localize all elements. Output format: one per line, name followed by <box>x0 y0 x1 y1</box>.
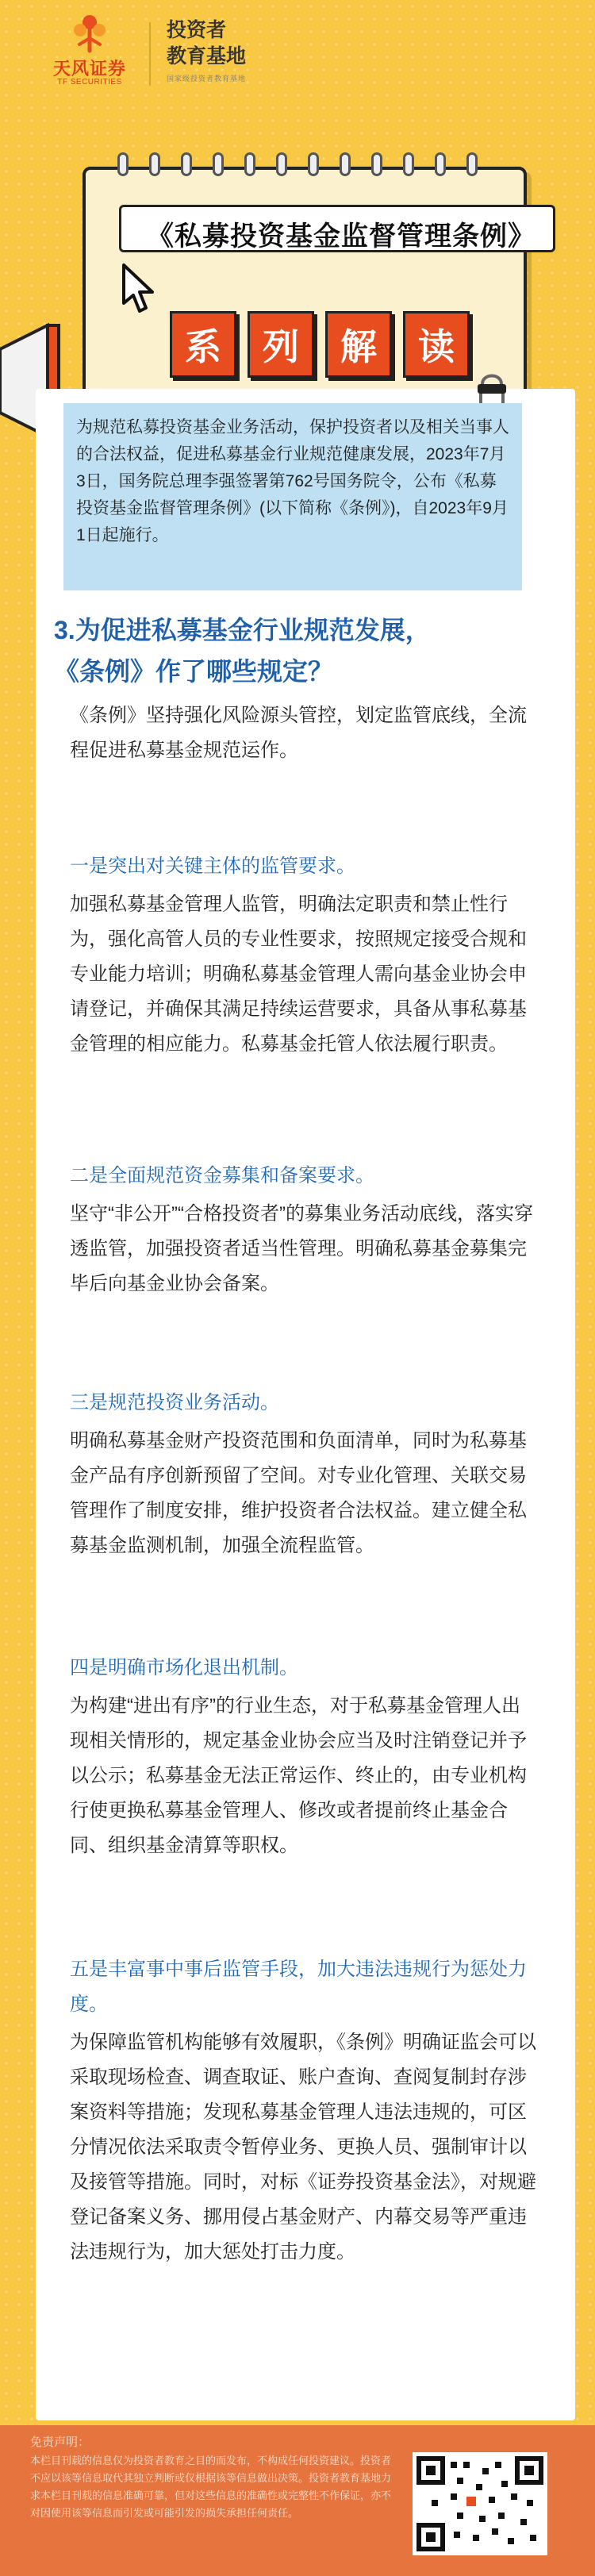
base-subtitle: 国家级投资者教育基地 <box>167 75 247 83</box>
ring <box>308 152 319 176</box>
question-heading <box>54 609 546 692</box>
section-4-body: 为构建“进出有序”的行业生态，对于私募基金管理人出现相关情形的，规定基金业协会应当及时注销登记并予以公示；私募基金无法正常运作、终止的，由专业机构行使更换私募基金管理人、修改或者提前终止基金合同、组织基金清算等职权。 <box>70 1695 527 1856</box>
ring <box>276 152 287 176</box>
cursor-icon <box>119 262 159 314</box>
ring <box>466 152 478 176</box>
base-title-line2: 教育基地 <box>167 45 247 67</box>
lead-paragraph: 《条例》坚持强化风险源头管控，划定监管底线，全流程促进私募基金规范运作。 <box>70 705 527 761</box>
ring <box>403 152 414 176</box>
ring <box>181 152 192 176</box>
investor-education-base <box>167 17 246 83</box>
section-4-head: 四是明确市场化退出机制。 <box>70 1657 298 1678</box>
header <box>0 0 595 119</box>
section-1-head: 一是突出对关键主体的监管要求。 <box>70 855 355 877</box>
notebook-rings <box>117 152 498 176</box>
subtitle-char: 列 <box>248 311 314 378</box>
ring <box>340 152 351 176</box>
section-1-body: 加强私募基金管理人监管，明确法定职责和禁止性行为，强化高管人员的专业性要求，按照规定接受合规和专业能力培训；明确私募基金管理人需向基金业协会申请登记，并确保其满足持续运营要求，具备从事私募基金管理的相应能力。私募基金托管人依法履行职责。 <box>70 894 527 1055</box>
question-line2: 《条例》作了哪些规定？ <box>54 657 334 686</box>
ring <box>213 152 224 176</box>
section-5-body: 为保障监管机构能够有效履职，《条例》明确证监会可以采取现场检查、调查取证、账户查询、查阅复制封存涉案资料等措施；发现私募基金管理人违法违规的，可区分情况依法采取责令暂停业务、更换人员、强制审计以及接管等措施。同时，对标《证券投资基金法》，对规避登记备案义务、挪用侵占基金财产、内幕交易等严重违法违规行为，加大惩处打击力度。 <box>70 2032 536 2263</box>
cover-title: 《私募投资基金监督管理条例》 <box>147 221 536 252</box>
ring <box>117 152 129 176</box>
section-2-body: 坚守“非公开”“合格投资者”的募集业务活动底线，落实穿透监管，加强投资者适当性管理。明确私募基金募集完毕后向基金业协会备案。 <box>70 1203 533 1294</box>
section-3-head: 三是规范投资业务活动。 <box>70 1392 279 1413</box>
section-2-head: 二是全面规范资金募集和备案要求。 <box>70 1165 374 1186</box>
qr-code-icon <box>416 2455 544 2552</box>
ring <box>244 152 255 176</box>
question-line1: 3.为促进私募基金行业规范发展， <box>54 616 431 644</box>
series-subtitle <box>170 311 471 378</box>
logo-text: 天风证券 <box>52 59 126 79</box>
disclaimer-text: 本栏目刊载的信息仅为投资者教育之目的而发布，不构成任何投资建议。投资者不应以该等信息取代其独立判断或仅根据该等信息做出决策。投资者教育基地力求本栏目刊载的信息准确可靠，但对这些信息的准确性或完整性不作保证，亦不对因使用该等信息而引发或可能引发的损失承担任何责任。 <box>30 2455 392 2519</box>
subtitle-char: 读 <box>403 311 470 378</box>
logo-english: TF SECURITIES <box>57 78 122 87</box>
ring <box>149 152 160 176</box>
section-5-head: 五是丰富事中事后监管手段，加大违法违规行为惩处力度。 <box>70 1959 527 2015</box>
section-3-body: 明确私募基金财产投资范围和负面清单，同时为私募基金产品有序创新预留了空间。对专业化管理、关联交易管理作了制度安排，维护投资者合法权益。建立健全私募基金监测机制，加强全流程监管。 <box>70 1430 527 1556</box>
intro-box: 为规范私募投资基金业务活动，保护投资者以及相关当事人的合法权益，促进私募基金行业规范健康发展，2023年7月3日，国务院总理李强签署第762号国务院令，公布《私募投资基金监督管理条例》(以下简称《条例》)，自2023年9月1日起施行。 <box>63 403 522 590</box>
tf-logo[interactable] <box>46 11 133 90</box>
subtitle-char: 解 <box>325 311 392 378</box>
header-divider <box>149 22 151 86</box>
base-title-line1: 投资者 <box>167 19 227 41</box>
ring <box>435 152 446 176</box>
tf-logo-icon <box>68 11 111 54</box>
qr-code[interactable] <box>413 2452 547 2555</box>
ring <box>371 152 382 176</box>
subtitle-char: 系 <box>170 311 236 378</box>
disclaimer-title: 免责声明： <box>30 2436 90 2449</box>
